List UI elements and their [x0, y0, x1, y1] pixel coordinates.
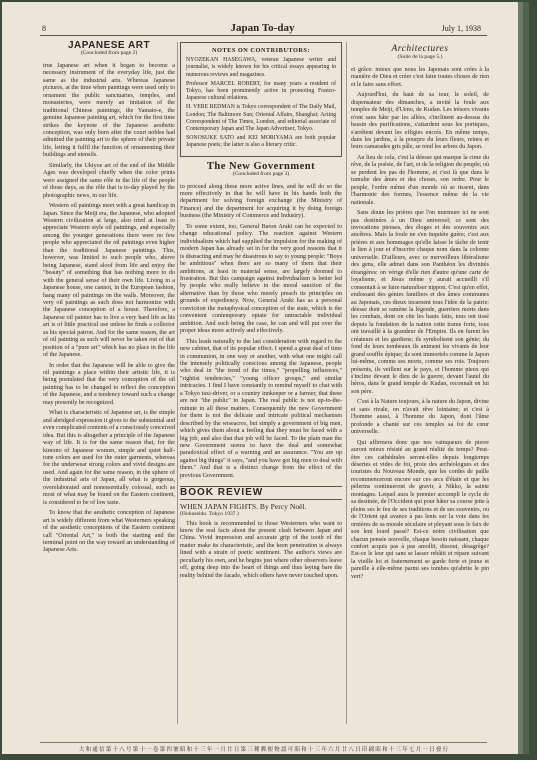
paragraph: This leads naturally to the last consideration with regard to the new cabinet, that of its popular effect. I spend a great deal of time in communion, in one way or another, with what one might call the intensely politically conscious among the Japanese, people who deal in "the trend of the times," "propelling influences," "rightist tendencies," "young officer groups," and similar intricacies. I find I have constantly to remind myself to chat with a Tokyo taxi-driver, or a country innkeeper or a farmer, that these are not "the public" in Japan. The real public is not up-to-the-minute in all these matters. Consequently the new Government for them is not the delicate and intricate political mechanism described by the wiseacres, but simply a government of big men, which gives them about a feeling that they must be faced with a big job, and also that that job will be faced. To the plain man the new Government seems to have the deal and somewhat paradoxical effect of a warning and an assurance. "You are up against big things" it says, "and you have got big men to deal with them." And that is a distinct change from the effect of the previous Government. [180, 338, 342, 479]
paragraph: et grâce: mieux que nous les Japonais sont crées à la manière de Dieu et créer c'est faire toutes choses de rien et le faire sans effort. [351, 66, 489, 88]
box-title: NOTES ON CONTRIBUTORS: [211, 47, 310, 54]
column-divider [177, 42, 178, 724]
paragraph: To know that the aesthetic conception of Japanese art is widely different from what Westerners speaking of the aesthetic conceptions of the Eastern continent call "Oriental Art," is both the starting and the terminal point on the way toward an understanding of Japanese Arts. [43, 510, 175, 554]
contributor-note: NYOZEKAN HASEGAWA, veteran Japanese writer and journalist, is widely known for his critical essays appearing in numerous reviews and magazines. [186, 57, 336, 78]
book-review-heading: BOOK REVIEW [180, 486, 342, 499]
paragraph: What is characteristic of Japanese art, is the simple and abridged expression it gives to the substantial and even complicated contents of a consciously conceived idea. But this is altogether a principle of the Japanese way of life. It is for the same reason that, for the kimono of Japanese women, simple and quiet half-tone colors are used for the outer garments, whereas for the underwear strong colors and vivid designs are used. And again for the same reason, in the sphere of the industrial arts of Japan, all what is gorgeous, overelaborated and nonessentially colossal, such as most of what may be found on the Eastern continent, is considered to be of low taste. [43, 410, 175, 506]
book-publisher: (Hokuseido. Tokyo 1937.) [180, 511, 239, 518]
paragraph: In order that the Japanese will be able to give the oil paintings a place within their artistic life, it is being postulated that the very conception of the oil painting has to be changed to reflect the conception of the Japanese, and a tendency toward such a change may presently be recognized. [43, 362, 175, 406]
contributor-note: H. VERE REDMAN is Tokyo correspondent of The Daily Mail, London; The Baltimore Sun; Oriental Affairs, Shanghai; Acting Correspondent of The Times, London, and editorial associate of Contemporary Japan and The Japan Advertiser, Tokyo. [186, 104, 336, 133]
paragraph: This book is recommended to those Westerners who want to know the real facts about the present clash between Japan and China. Vivid impression and accurate grip of the tooth of the matter make its characteristic, and the keen penetration is always lined with a strain of poetic sentiment. The author's views are peculiarly his own, and he begins just where other observers leave off, going deep into the heart of things and thus laying bare the reality behind the facade, which others have never touched upon. [180, 520, 342, 579]
paragraph: true Japanese art when it began to become a necessary instrument of the everyday life, just the same as the industrial arts. Whereas Japanese pictures, at the time when paintings were used only to ornament the public sanctuaries, temples, and monasteries, were merely an imitation of the traditional Chinese paintings, the Yamato-e, the genuine Japanese painting art, which for the first time strikes the keynote of the Japanese aesthetic conception, was only born after the court nobles had admitted the painting art to the sphere of their private life, letting it fulfil the function of ornamenting their buildings and utensils. [43, 62, 175, 159]
header-rule [40, 35, 487, 36]
continued-note: (Concluded from page 3) [232, 171, 290, 178]
issue-date: July 1, 1938 [441, 24, 481, 33]
paragraph: C'est à la Nature toujours, à la nature du Japon, divine et sans rivale, on n'avait rêve lointaine; et c'est à l'homme aussi, à l'homme du Japon, dont l'âme profonde a chanté sur ces temples sa foi de cœur universelle. [351, 399, 489, 436]
paragraph: Sans doute les prières que l'on murmure ici ne sont pas destinées à un Dieu universel; ce sont des invocations pieuses, des éloges et des souvenirs aux ancêtres. Mais la foule ne s'en inquiète guère; c'est aux prières et aux hommages qu'elle laisse le tâche de tenir le lien à jour et d'inscrire chaque nom dans la colonne universelle. D'ailleurs, avec ce merveilleux libéralisme des gens, elle admet dans son Panthéon les divinités étrangères: on vérige d'elle rien d'autre qu'une carte de loyalisme, et Jésus même y aurait accueilli s'il consentait à se faire naturaliser nippon. C'est qu'en effet, endossant des génies familiers et des âmes communes au Japonais, ces dieux incarnent tous l'idée de la patrie: déesse dont se ramène la légende, guerriers morts dans les combats, dont on cite les hauts faits, tous ont tissé depuis la fondation de la nation cette trame forte, tous ont travaillé à la grandeur de l'Empire. Ils en furent les créateurs et les gardiens; ils symbolisent son génie; du fond de leurs tombeaux ils animent les vivants de leur grand souffle épique; ils sont immortels comme le Japon lui-même, comme ses morts, comme ses rois. Toujours présents, ils veillent sur le pays, et l'homme pieux qui s'incline devant le dieu de la guerre, devant l'autel du héros, dans le grand temple de Kudan, reconnaît en lui son père. [351, 210, 489, 395]
continued-note: (Suite de la page 5.) [397, 54, 443, 61]
column-middle [180, 42, 342, 583]
book-title: WHEN JAPAN FIGHTS. By Percy Noël. [180, 501, 307, 511]
article-heading: Architectures [391, 44, 449, 54]
article-heading: JAPANESE ART [67, 40, 151, 51]
paragraph: To some extent, too, General Baron Araki can be expected to change educational policy. The reaction against Western individualism which had supplied the impulsion for the making of modern Japan has already set in for the very good reasons that it is distracting and may be disastrous to say to young people: "Boys be ambitious" when there are so many of them that their ambitions, at least in material sense, are largely doomed to frustration. But this campaign against individualism is better led by people who really believe in the moral sanction of the alternative than by those who merely preach its principles on grounds of expediency. Now, General Araki has as a personal conviction the metaphysical conception of the state, which is the convenient contemporary opiate for untractable individual ambition. And such being the case, he can and will put over the proper ideas more actively and effectively. [180, 223, 342, 335]
paragraph: Similarly, the Ukiyoe art of the end of the Middle Ages was developed chiefly when the color prints were assigned the same rôle in the life of the people of those days, as the rôle that is to-day played by the photographic news, in our life. [43, 162, 175, 199]
imprint-footer: 大 和 通 信 第 十 八 号 第 十 一 卷 第 四 號 昭 和 十 三 年 一 月 廿 日 第 三 種 郵 便 物 認 可 昭 和 十 三 年 六 月 廿 八 日 印 刷 昭 和 十 三 年 七 月 一 日 發 行 [40, 742, 487, 753]
newspaper-page [2, 2, 529, 754]
masthead-title: Japan To-day [230, 22, 295, 34]
paragraph: to proceed along these more active lines, and he will do so the more effectively in that he will have in his hands both the department for solving foreign exchange (the Ministry of Finance) and the department for acquiring it by doing foreign business (the Ministry of Commerce and Industry). [180, 183, 342, 220]
paragraph: Aujourd'hui, du haut de sa tour, le soleil, de dispensateur des dimanches, a invité la foule aux temples de Meiji, d'Ueno, de Kudan. Les trésors vivants n'ont sans hâte par les allées, s'inclinent au-dessus du bassin des purifications, s'attardent sous les portiques, s'arrêtent devant les effigies encrés. En même temps, dans les jardins, à la pourpre du leurs fleurs, reines et leurs camarades gris pâle, se rend les arbres du Japon. [351, 92, 489, 151]
binding-spine [518, 2, 523, 754]
paragraph: Au lieu de cela, c'est la déesse qui marque la cime du rêve, de la poésie, de l'art, et de la religion du peuple; où se perdent les pas de l'homme, et c'est là que dans le tumulte des âmes et des choses, son ordre. Pour le peuple, l'ordre même d'un monde où se tissent, dans l'harmonie des formes, l'essence même de la vie nationale. [351, 154, 489, 206]
contributor-note: SONOSUKE SATO and KEI MORIYAMA are both popular Japanese poets; the latter is also a literary critic. [186, 135, 336, 149]
contributor-note: Professor MARCEL ROBERT, for many years a resident of Tokyo, has been prominently active in promoting Franco-Japanese cultural relations. [186, 80, 336, 102]
column-divider [346, 42, 347, 724]
column-japanese-art [43, 42, 175, 558]
article-heading: The New Government [206, 160, 316, 172]
paragraph: Western oil paintings meet with a great handicap in Japan. Since the Meiji era, the Japanese, who adopted Western civilization at large, also tried at least to appreciate Western style oil paintings, and especially among the younger generations there were no few people who appreciated the oil paintings even higher than the traditional Japanese paintings. This, however, was limited to such people who, above being Japanese, stand aloof from life and enjoy the "beauty" of something that has nothing more to do with the general sense of their own life. Living in a Japanese house, one cannot, in the European fashion, hang many oil paintings on the walls. Moreover, the very oil paintings as such does not harmonize with the Japanese conception of a house. Therefore, a Japanese oil painter has to live a very hard life as his art is of little practical use unless he finds a collector as his special patron. And for the same reason, the art of oil painting as such will never be taken out of that position of a "pure art" which has no place in the life of the Japanese. [43, 203, 175, 359]
column-architectures [351, 46, 489, 584]
page-number: 8 [42, 24, 46, 33]
paragraph: Qui affirmera donc que nos vainqueurs de pierre auront mieux résisté au grand réalité du temps? Peut-être ces cathédrales seront-elles depuis longtemps désertes et vides de foi, proie des archéologues et des touristes du Nouveau Monde, que les cordes de paille recommenceront encore sur ces arcs d'étain et que les pèlerins continueront de gravir, à Nikko, la sainte montagne. Lequel aura le premier accompli le cycle de sa destinée, de l'Occident qui pour hâter sa course jette à pleins ses le feu de ses traditions et de ses souvenirs, ou de l'Orient qui avance à pas lents sur la voie dans les ornières de sa morale séculaire et pleyant sous le faix de son lent lourd passé? Est-ce notre civilisation que chacun pensée nouvelle, chaque besoin naissant, chaque confort acquis pas à pas amollit, dissout, désagrège? Est-ce le leur qui sans se lasser rebâtit et répare suivant la vieille loi et fraternement se garde forte et jeune et pareille à elle-même parmi ses tombes qu'abrite le pin vert? [351, 439, 489, 580]
continued-note: (Concluded from page 2) [80, 50, 138, 57]
contributors-box [180, 42, 342, 157]
